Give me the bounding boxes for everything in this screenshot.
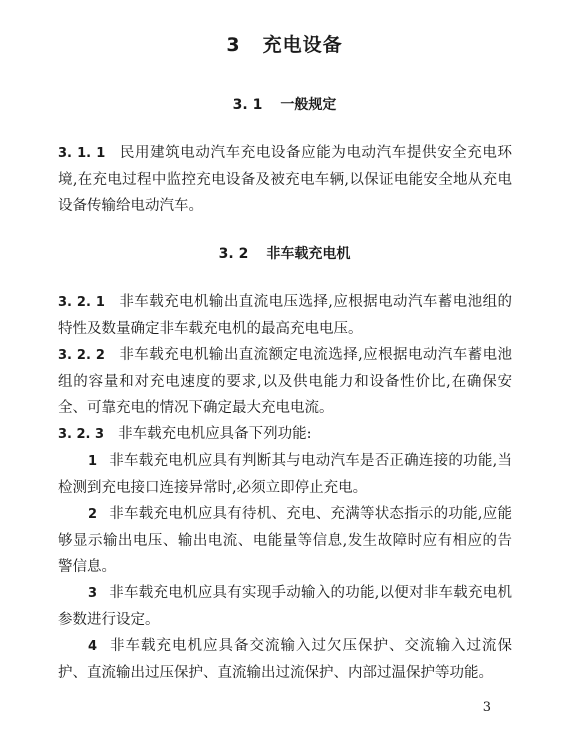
- clause-3-1-1: [58, 140, 512, 219]
- chapter-number: 3: [226, 34, 241, 56]
- clause-text: 非车载充电机应具备下列功能:: [118, 426, 312, 442]
- clause-3-2-1: [58, 289, 512, 342]
- list-item-3: [58, 580, 512, 633]
- item-number: 2: [88, 507, 98, 522]
- list-item-2: [58, 501, 512, 580]
- item-text: 非车载充电机应具有实现手动输入的功能,以便对非车载充电机参数进行设定。: [58, 585, 512, 628]
- item-text: 非车载充电机应具备交流输入过欠压保护、交流输入过流保护、直流输出过压保护、直流输出过流保护、内部过温保护等功能。: [58, 638, 512, 681]
- clause-3-2-2: [58, 342, 512, 421]
- item-number: 1: [88, 454, 98, 469]
- page-number: 3: [482, 700, 491, 715]
- section-number: 3. 1: [232, 97, 263, 113]
- item-number: 3: [88, 586, 98, 601]
- list-item-4: [58, 633, 512, 686]
- section-title-text: 非车载充电机: [266, 246, 351, 262]
- chapter-title-text: 充电设备: [262, 34, 343, 56]
- item-text: 非车载充电机应具有判断其与电动汽车是否正确连接的功能,当检测到充电接口连接异常时,必须立即停止充电。: [58, 453, 512, 496]
- section-number: 3. 2: [218, 246, 249, 262]
- section-title-3-1: [0, 94, 569, 114]
- clause-number: 3. 2. 2: [58, 348, 105, 363]
- chapter-title: [0, 30, 569, 57]
- clause-text: 非车载充电机输出直流电压选择,应根据电动汽车蓄电池组的特性及数量确定非车载充电机的最高充电电压。: [58, 294, 512, 337]
- clause-3-2-3: [58, 421, 512, 448]
- clause-number: 3. 2. 1: [58, 295, 105, 310]
- section-title-3-2: [0, 243, 569, 263]
- clause-block-3-2: [58, 289, 512, 686]
- clause-block-3-1: [58, 140, 512, 219]
- item-number: 4: [88, 639, 98, 654]
- clause-text: 民用建筑电动汽车充电设备应能为电动汽车提供安全充电环境,在充电过程中监控充电设备及被充电车辆,以保证电能安全地从充电设备传输给电动汽车。: [58, 145, 512, 214]
- clause-number: 3. 1. 1: [58, 146, 106, 161]
- clause-text: 非车载充电机输出直流额定电流选择,应根据电动汽车蓄电池组的容量和对充电速度的要求,以及供电能力和设备性价比,在确保安全、可靠充电的情况下确定最大充电电流。: [58, 347, 512, 416]
- section-title-text: 一般规定: [280, 97, 337, 113]
- item-text: 非车载充电机应具有待机、充电、充满等状态指示的功能,应能够显示输出电压、输出电流、电能量等信息,发生故障时应有相应的告警信息。: [58, 506, 512, 575]
- clause-number: 3. 2. 3: [58, 427, 105, 442]
- list-item-1: [58, 448, 512, 501]
